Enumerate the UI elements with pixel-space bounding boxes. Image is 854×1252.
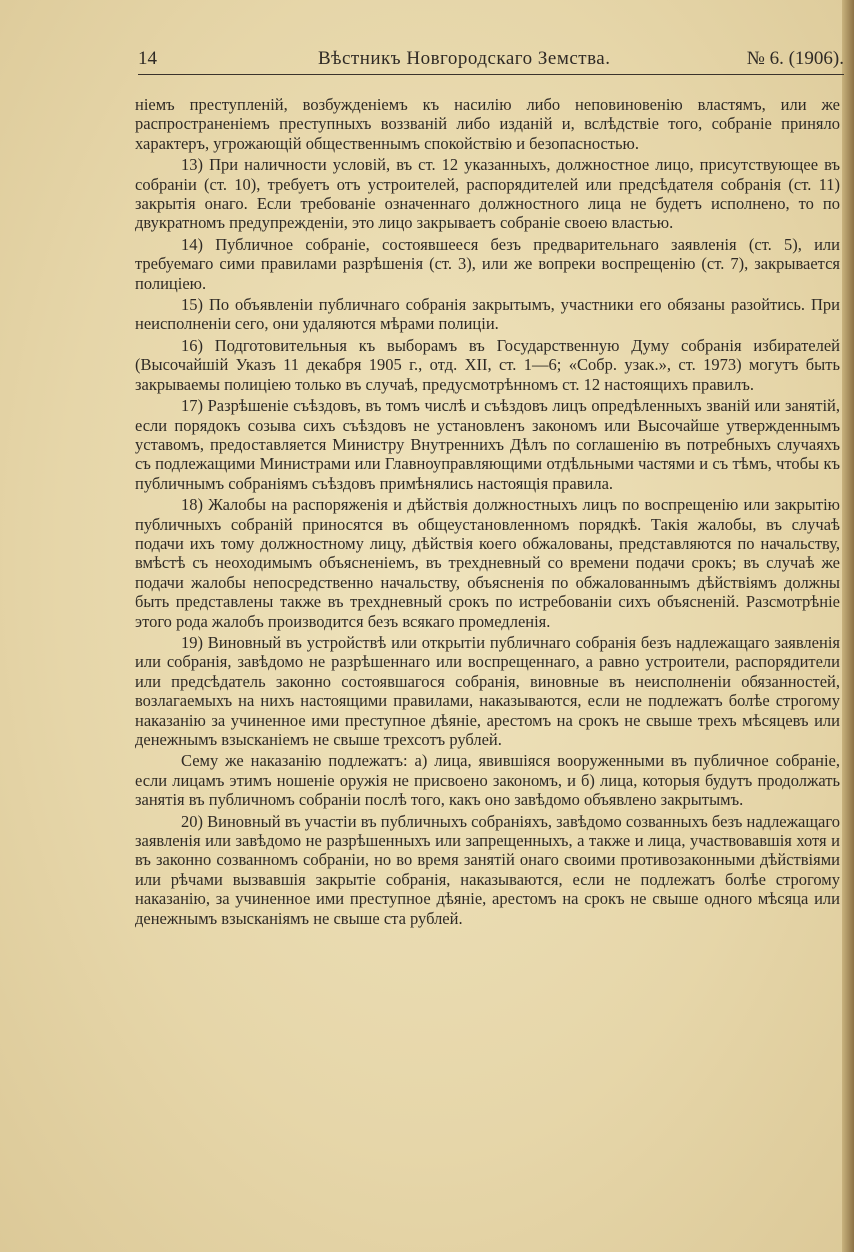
paragraph-continuation: ніемъ преступленій, возбужденіемъ къ насилію либо неповиновенію властямъ, или же распространеніемъ преступныхъ воззваній либо изданій и, вслѣдствіе того, собраніе приняло характеръ, угрожающій общественнымъ спокойствію и безопасностью.	[135, 95, 840, 153]
paragraph-18: 18) Жалобы на распоряженія и дѣйствія должностныхъ лицъ по воспрещенію или закрытію публичныхъ собраній приносятся въ общеустановленномъ порядкѣ. Такія жалобы, въ случаѣ подачи ихъ тому должностному лицу, дѣйствія коего обжалованы, представляются по начальству, вмѣстѣ съ неоходимымъ объясненіемъ, въ трехдневный со времени подачи срокъ; въ случаѣ же подачи жалобы непосредственно начальству, объясненія по обжалованнымъ дѣйствіямъ должны быть представлены также въ трехдневный срокъ по истребованіи сихъ объясненій. Разсмотрѣніе этого рода жалобъ производится безъ всякаго промедленія.	[135, 495, 840, 631]
paragraph-14: 14) Публичное собраніе, состоявшееся безъ предварительнаго заявленія (ст. 5), или требуемаго сими правилами разрѣшенія (ст. 3), или же вопреки воспрещенію (ст. 7), закрывается полиціею.	[135, 234, 840, 293]
paragraph-16: 16) Подготовительныя къ выборамъ въ Государственную Думу собранія избирателей (Высочайшій Указъ 11 декабря 1905 г., отд. XII, ст. 1—6; «Собр. узак.», ст. 1973) могутъ быть закрываемы полиціею только въ случаѣ, предусмотрѣнномъ ст. 12 настоящихъ правилъ.	[135, 335, 840, 394]
paragraph-17: 17) Разрѣшеніе съѣздовъ, въ томъ числѣ и съѣздовъ лицъ опредѣленныхъ званій или занятій, если порядокъ созыва сихъ съѣздовъ не установленъ закономъ или Высочайше утвержденнымъ уставомъ, предоставляется Министру Внутреннихъ Дѣлъ по соглашенію въ потребныхъ случаяхъ съ подлежащими Министрами или Главноуправляющими отдѣльными частями и съ тѣмъ, чтобы къ публичнымъ собраніямъ съѣздовъ примѣнялись настоящія правила.	[135, 396, 840, 493]
book-spine-shadow	[842, 0, 854, 1252]
article-body	[135, 95, 840, 930]
page-number: 14	[138, 48, 157, 69]
paragraph-19-addendum: Сему же наказанію подлежатъ: а) лица, явившіяся вооруженными въ публичное собраніе, если лицамъ этимъ ношеніе оружія не присвоено закономъ, и б) лица, которыя будутъ продолжать занятія въ публичномъ собраніи послѣ того, какъ оно завѣдомо объявлено закрытымъ.	[135, 751, 840, 810]
journal-title: Вѣстникъ Новгородскаго Земства.	[318, 48, 611, 69]
page-header	[138, 44, 844, 75]
paragraph-19: 19) Виновный въ устройствѣ или открытіи публичнаго собранія безъ надлежащаго заявленія или собранія, завѣдомо не разрѣшеннаго или воспрещеннаго, а равно устроители, распорядители или предсѣдатель законно состоявшагося собранія, виновные въ неисполненіи обязанностей, возлагаемыхъ на нихъ настоящими правилами, наказываются, если не подлежатъ болѣе строгому наказанію за учиненное ими преступное дѣяніе, арестомъ на срокъ не свыше трехъ мѣсяцевъ или денежнымъ взысканіемъ не свыше трехсотъ рублей.	[135, 632, 840, 749]
paragraph-13: 13) При наличности условій, въ ст. 12 указанныхъ, должностное лицо, присутствующее въ собраніи (ст. 10), требуетъ отъ устроителей, распорядителей или предсѣдателя собранія (ст. 11) закрытія онаго. Если требованіе означеннаго должностного лица не будетъ исполнено, то по двукратномъ предупрежденіи, это лицо закрываетъ собраніе своею властью.	[135, 155, 840, 233]
issue-number: № 6. (1906).	[746, 48, 844, 69]
paragraph-15: 15) По объявленіи публичнаго собранія закрытымъ, участники его обязаны разойтись. При неисполненіи сего, они удаляются мѣрами полиціи.	[135, 295, 840, 334]
paragraph-20: 20) Виновный въ участіи въ публичныхъ собраніяхъ, завѣдомо созванныхъ безъ надлежащаго заявленія или завѣдомо не разрѣшенныхъ или запрещенныхъ, а также и лица, участвовавшія хотя и въ законно созванномъ собраніи, но во время занятій онаго своими противозаконными дѣйствіями или рѣчами вызвавшія закрытіе собранія, наказываются, если не подлежатъ болѣе строгому наказанію, за учиненное ими преступное дѣяніе, арестомъ на срокъ не свыше одного мѣсяца или денежнымъ взысканіямъ не свыше ста рублей.	[135, 811, 840, 928]
